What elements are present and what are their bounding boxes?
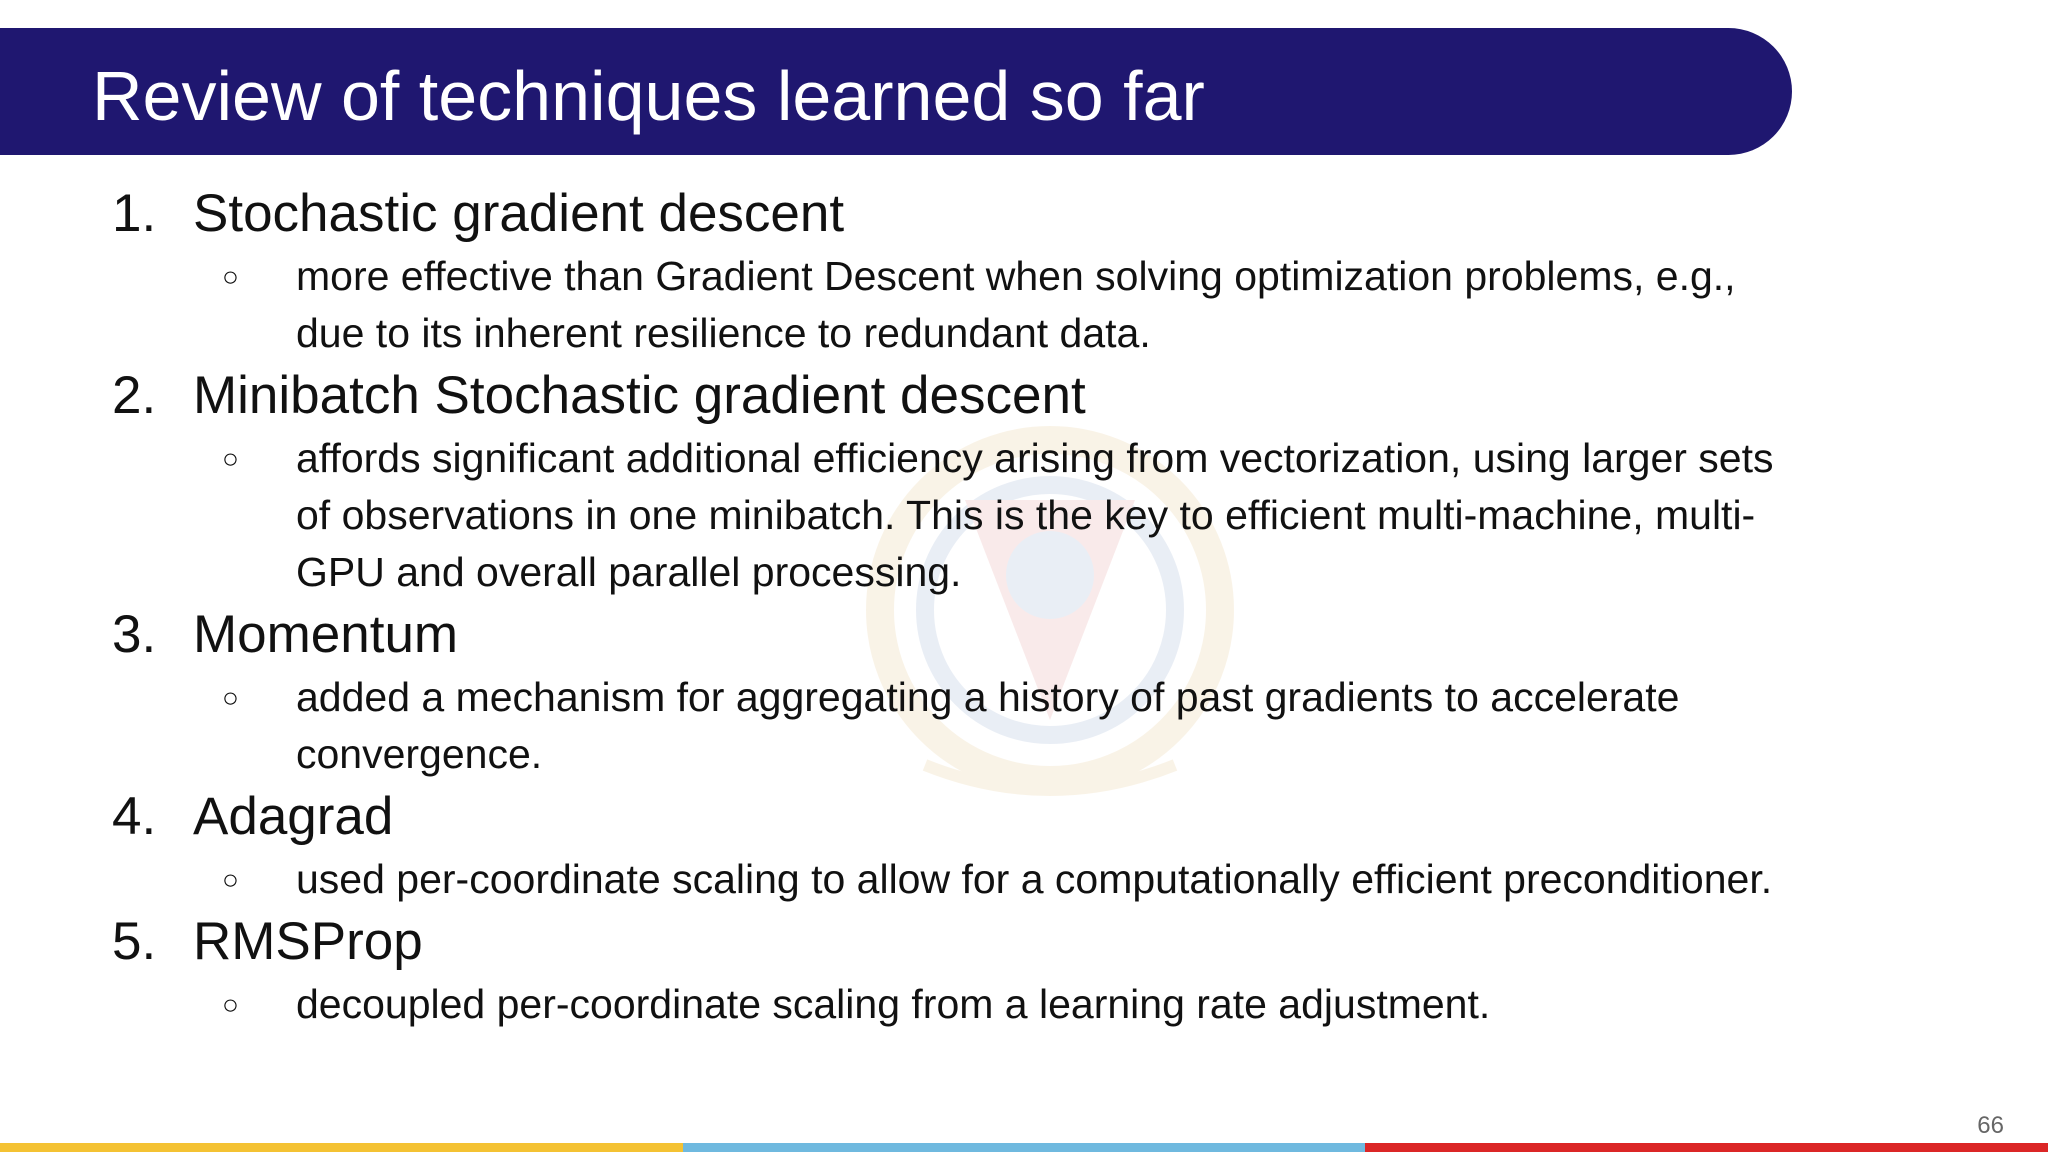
list-item xyxy=(0,783,2048,908)
bottom-bar-yellow-segment xyxy=(0,1143,683,1152)
list-number: 3. xyxy=(112,605,157,664)
list-item-title: Momentum xyxy=(193,605,459,664)
circle-bullet-icon: ○ xyxy=(222,261,239,292)
list-item-title: RMSProp xyxy=(193,912,423,971)
list-item-title: Adagrad xyxy=(193,787,394,846)
list-item-description: added a mechanism for aggregating a history of past gradients to accelerate convergence. xyxy=(296,674,1680,777)
list-item-detail xyxy=(0,851,2048,908)
technique-list xyxy=(0,180,2048,1033)
list-item-title: Minibatch Stochastic gradient descent xyxy=(193,366,1086,425)
list-item-description: affords significant additional efficiency arising from vectorization, using larger sets of observations in one minibatch. This is the key to efficient multi-machine, multi- GPU and overall parallel processing. xyxy=(296,435,1774,595)
list-item-detail xyxy=(0,430,2048,601)
list-item-heading xyxy=(0,908,2048,976)
list-number: 4. xyxy=(112,787,157,846)
circle-bullet-icon: ○ xyxy=(222,682,239,713)
circle-bullet-icon: ○ xyxy=(222,864,239,895)
list-item xyxy=(0,362,2048,601)
list-item xyxy=(0,908,2048,1033)
list-item-heading xyxy=(0,601,2048,669)
list-item xyxy=(0,180,2048,362)
bottom-color-bar xyxy=(0,1143,2048,1152)
list-number: 5. xyxy=(112,912,157,971)
list-item-title: Stochastic gradient descent xyxy=(193,184,845,243)
list-item-heading xyxy=(0,783,2048,851)
slide-title: Review of techniques learned so far xyxy=(92,57,1205,135)
bottom-bar-blue-segment xyxy=(683,1143,1366,1152)
list-item-description: used per-coordinate scaling to allow for a computationally efficient preconditioner. xyxy=(296,856,1773,902)
circle-bullet-icon: ○ xyxy=(222,989,239,1020)
list-item-heading xyxy=(0,180,2048,248)
list-number: 1. xyxy=(112,184,157,243)
list-item-description: more effective than Gradient Descent when solving optimization problems, e.g., due to its inherent resilience to redundant data. xyxy=(296,253,1736,356)
list-number: 2. xyxy=(112,366,157,425)
page-number: 66 xyxy=(1977,1112,2004,1139)
list-item xyxy=(0,601,2048,783)
list-item-description: decoupled per-coordinate scaling from a learning rate adjustment. xyxy=(296,981,1491,1027)
list-item-detail xyxy=(0,248,2048,362)
circle-bullet-icon: ○ xyxy=(222,443,239,474)
list-item-detail xyxy=(0,976,2048,1033)
list-item-heading xyxy=(0,362,2048,430)
list-item-detail xyxy=(0,669,2048,783)
bottom-bar-red-segment xyxy=(1365,1143,2048,1152)
